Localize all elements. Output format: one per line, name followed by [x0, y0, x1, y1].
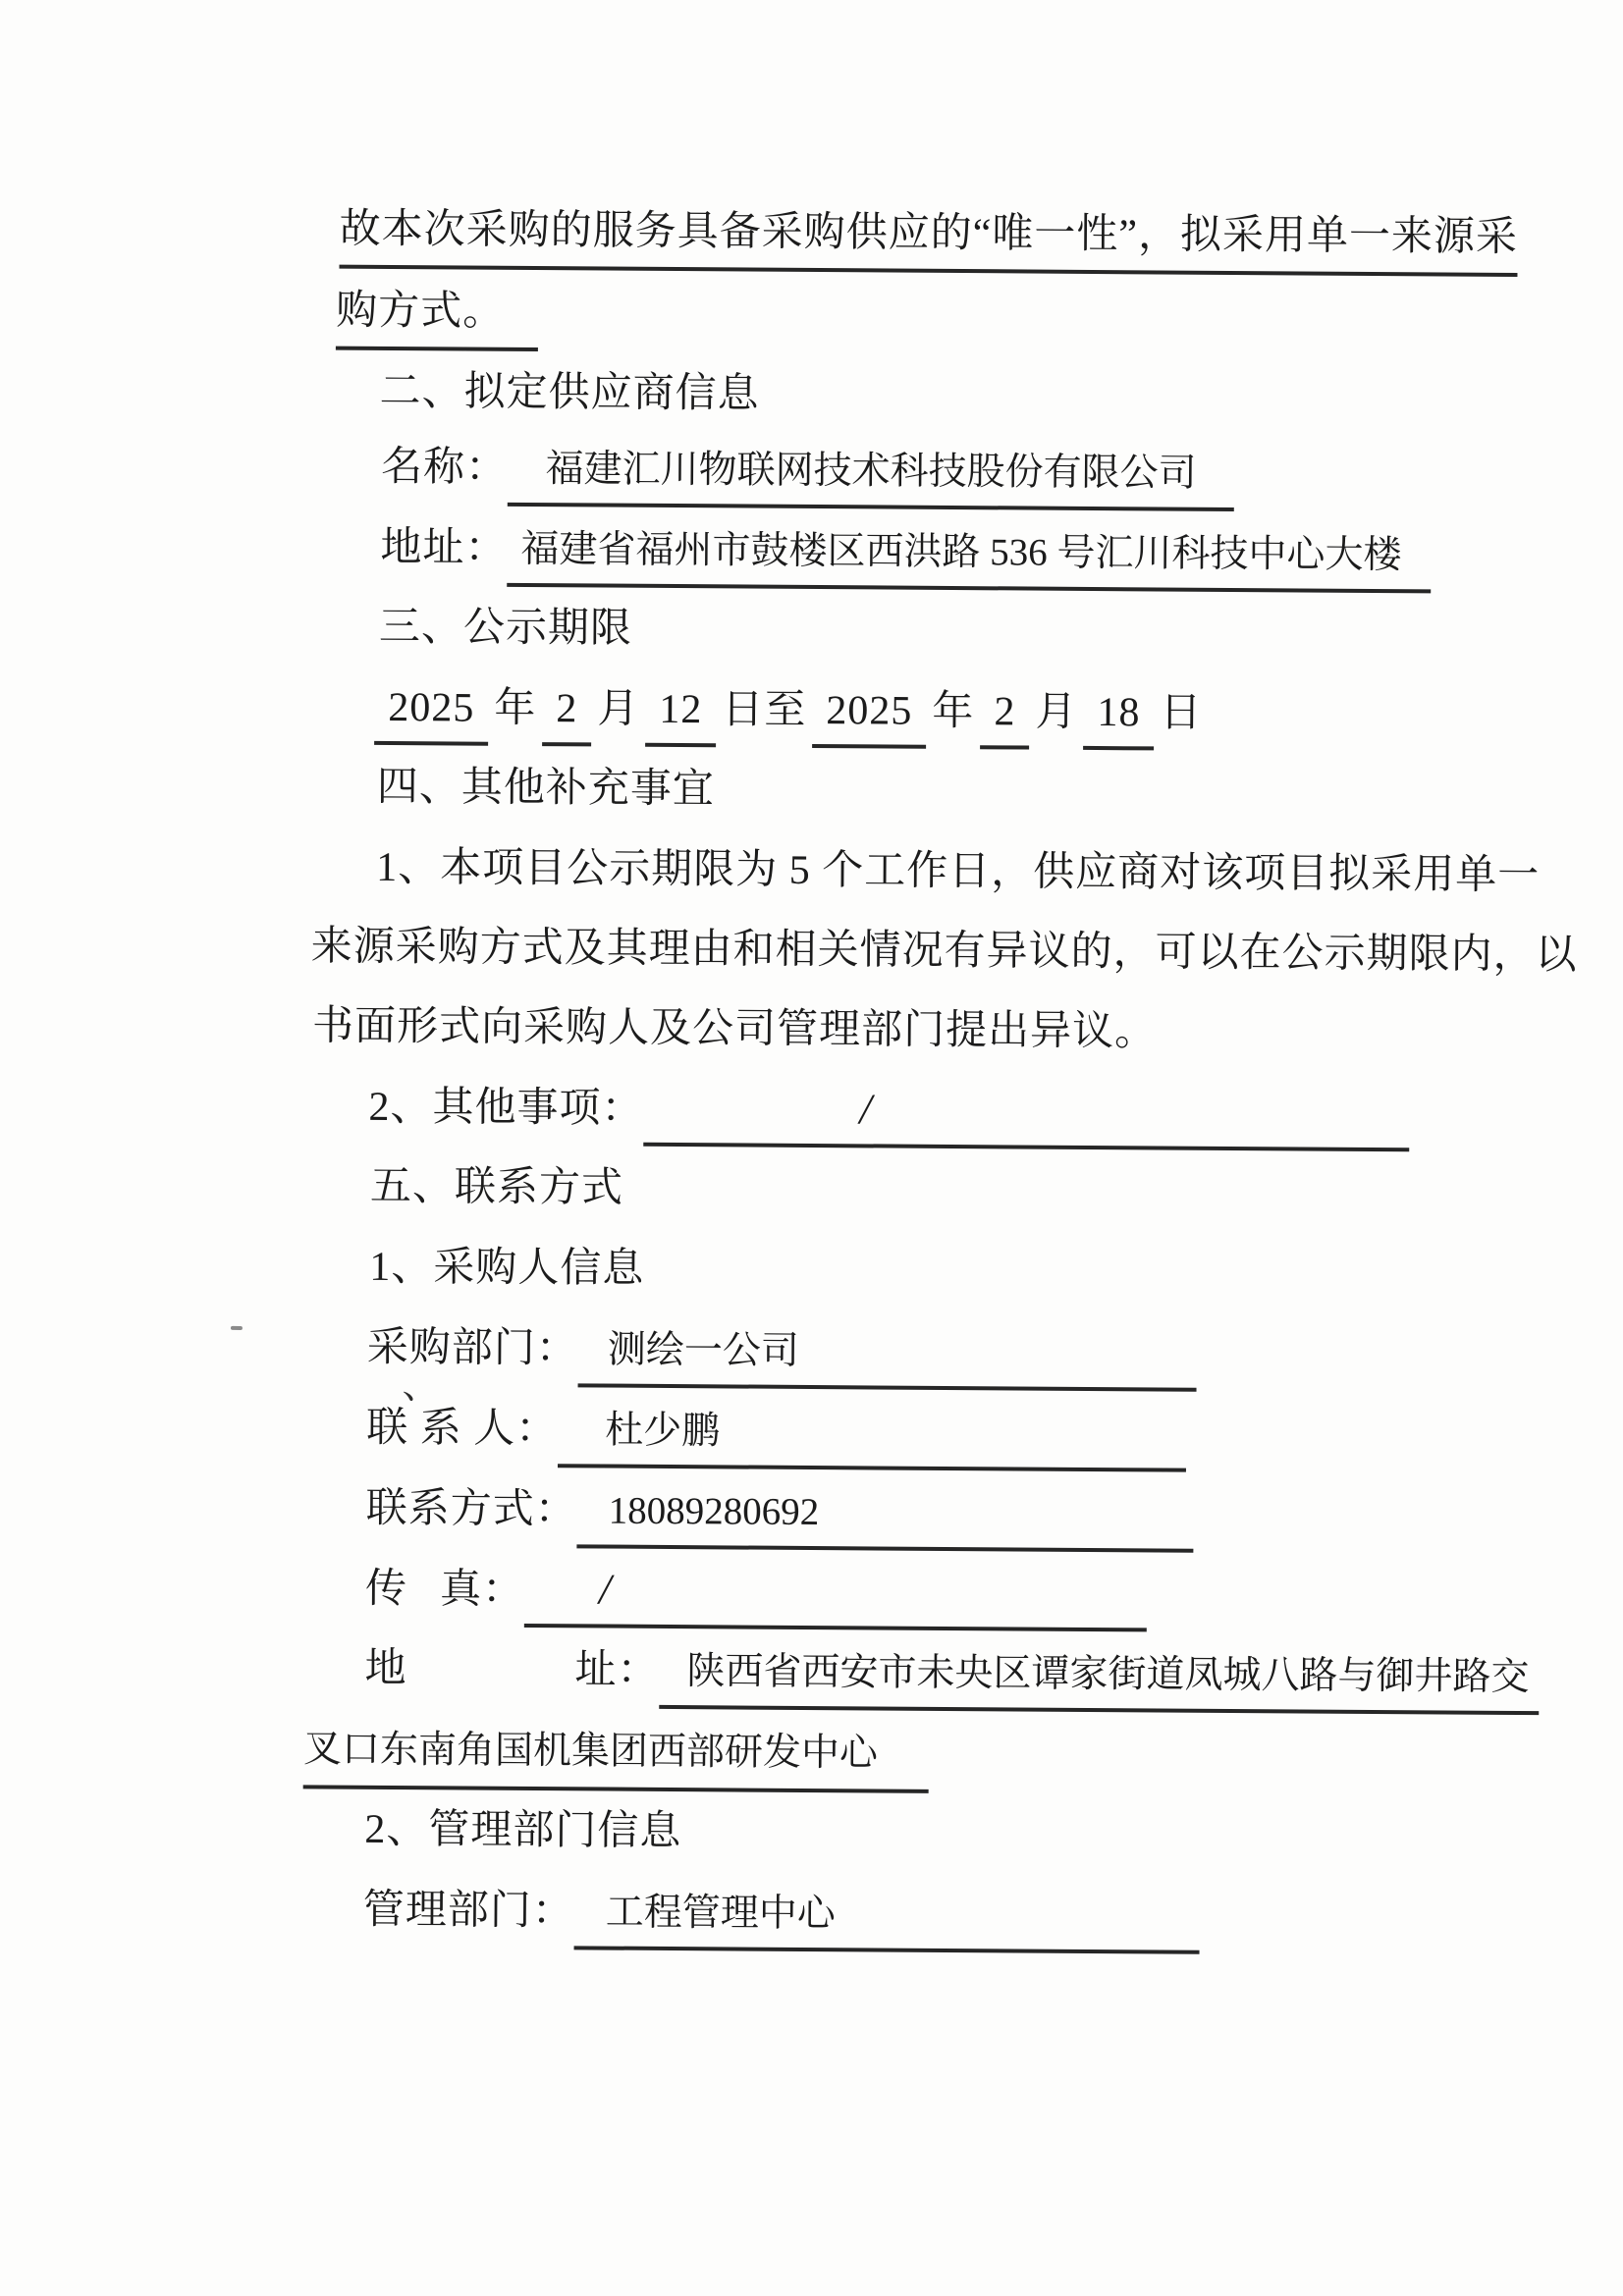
supplier-section-heading: [379, 364, 759, 422]
contact-person-label: 联 系 人：: [366, 1405, 559, 1453]
contact-address-value-line-1: 陕西省西安市未央区谭家街道凤城八路与御井路交: [686, 1650, 1530, 1699]
closing-paragraph-line-2: [336, 284, 538, 351]
purchasing-dept-label: 采购部门：: [366, 1324, 578, 1372]
contact-phone-label: 联系方式：: [365, 1485, 577, 1533]
contact-section-heading: [370, 1159, 623, 1216]
mgmt-dept-value: 工程管理中心: [605, 1891, 836, 1936]
supplier-address-label: 地址：: [380, 524, 508, 571]
publicity-date-row: [374, 680, 1209, 751]
supplement-item2-label: 2、其他事项：: [368, 1084, 644, 1132]
supplement-item2-blank: [643, 1081, 1409, 1151]
contact-person-value: 杜少鹏: [605, 1409, 721, 1453]
supplement-item1-line-2: [310, 919, 1577, 983]
closing-paragraph-text-2: 购方式。: [336, 284, 538, 351]
fax-label: [365, 1562, 524, 1618]
fax-value: /: [598, 1565, 613, 1614]
purchaser-info-heading-text: 1、采购人信息: [369, 1244, 645, 1292]
publicity-section-heading-text: 三、公示期限: [378, 604, 633, 652]
month-unit-1: 月: [597, 686, 640, 732]
date-to-connector: 日至: [722, 687, 807, 733]
publicity-section-heading: [379, 600, 632, 657]
supplement-item1-line-1: [376, 840, 1540, 903]
contact-address-value-line-2-text: 叉口东南角国机集团西部研发中心: [302, 1728, 879, 1775]
mgmt-info-heading: [364, 1802, 681, 1859]
contact-phone-value: 18089280692: [608, 1489, 820, 1534]
purchasing-dept-row: [367, 1320, 1197, 1392]
mgmt-dept-blank: [574, 1884, 1200, 1953]
purchasing-dept-blank: [578, 1321, 1197, 1391]
contact-address-row: [364, 1641, 1539, 1715]
supplier-name-label: 名称：: [380, 444, 509, 491]
mgmt-dept-label: 管理部门：: [362, 1887, 574, 1935]
contact-person-row: [366, 1401, 1186, 1472]
fax-label-right: 真：: [439, 1567, 525, 1613]
supplement-item2-value: /: [859, 1085, 873, 1134]
to-day-value: 18: [1083, 685, 1154, 751]
month-unit-2: 月: [1035, 689, 1078, 735]
to-year-value: 2025: [812, 683, 926, 749]
stray-punctuation-mark: 、: [402, 1365, 440, 1408]
supplier-address-blank: [507, 521, 1431, 594]
contact-section-heading-text: 五、联系方式: [369, 1163, 624, 1211]
fax-row: [365, 1561, 1147, 1632]
supplier-name-row: [381, 440, 1234, 511]
contact-phone-row: [365, 1481, 1193, 1553]
day-unit-2: 日: [1160, 690, 1203, 736]
fax-label-left: 传: [364, 1566, 408, 1613]
purchaser-info-heading: [369, 1240, 644, 1297]
fax-blank: [524, 1562, 1147, 1631]
closing-paragraph-text-1: 故本次采购的服务具备采购供应的“唯一性”，拟采用单一来源采: [339, 202, 1518, 277]
supplier-section-heading-text: 二、拟定供应商信息: [379, 368, 760, 417]
supplement-item2-row: [368, 1079, 1409, 1151]
from-year-value: 2025: [374, 680, 488, 746]
contact-address-line-2: [303, 1721, 929, 1792]
mgmt-dept-row: [363, 1883, 1200, 1954]
year-unit-2: 年: [932, 688, 975, 735]
contact-phone-blank: [576, 1482, 1193, 1552]
supplement-item1-text-1: 1、本项目公示期限为 5 个工作日，供应商对该项目拟采用单一: [376, 844, 1541, 899]
closing-paragraph-line-1: [339, 202, 1518, 277]
mgmt-info-heading-text: 2、管理部门信息: [364, 1806, 682, 1855]
contact-address-label-left: 地: [364, 1645, 407, 1692]
from-month-value: 2: [542, 681, 591, 746]
to-month-value: 2: [980, 684, 1029, 749]
from-day-value: 12: [645, 682, 716, 748]
contact-address-value-line-2: [303, 1721, 929, 1792]
supplier-address-value: 福建省福州市鼓楼区西洪路 536 号汇川科技中心大楼: [520, 527, 1402, 577]
supplement-section-heading-text: 四、其他补充事宜: [376, 764, 715, 813]
supplier-name-blank: [508, 441, 1234, 511]
contact-address-label: [364, 1641, 659, 1698]
purchasing-dept-value: 测绘一公司: [607, 1328, 799, 1372]
supplement-item1-line-3: [312, 998, 1157, 1059]
contact-person-blank: [558, 1402, 1186, 1471]
year-unit-1: 年: [494, 685, 537, 732]
scan-artifact-dot: [231, 1326, 243, 1330]
supplement-item1-text-3: 书面形式向采购人及公司管理部门提出异议。: [311, 1003, 1158, 1055]
supplier-address-row: [380, 520, 1431, 593]
supplier-name-value: 福建汇川物联网技术科技股份有限公司: [545, 448, 1197, 495]
contact-address-blank: [659, 1643, 1539, 1715]
contact-address-label-right: 址：: [574, 1647, 660, 1693]
supplement-section-heading: [377, 760, 715, 817]
supplement-item1-text-2: 来源采购方式及其理由和相关情况有异议的，可以在公示期限内，以: [310, 924, 1578, 979]
